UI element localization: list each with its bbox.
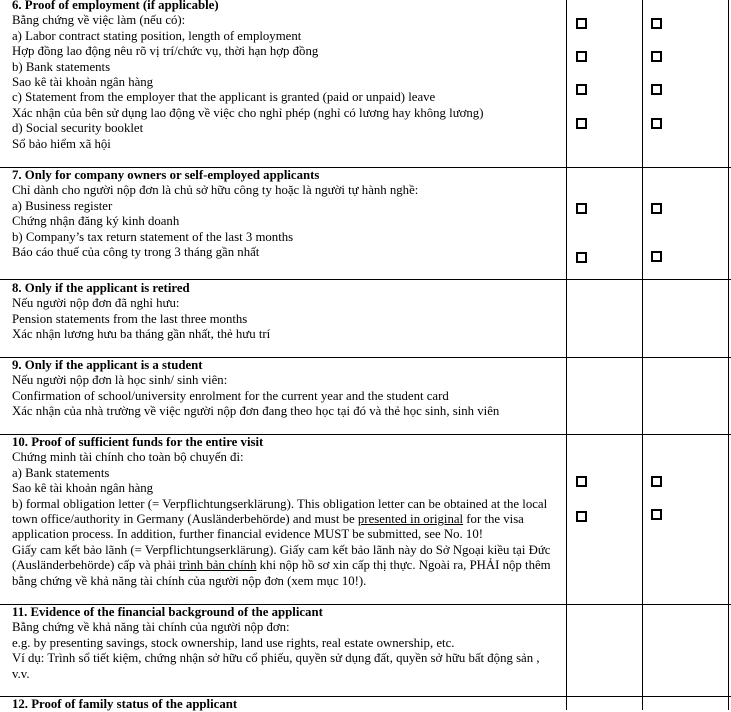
- section-10-sufficient-funds: [12, 435, 560, 589]
- line: Chứng nhận đăng ký kinh doanh: [12, 214, 180, 229]
- line: a) Labor contract stating position, length of employment: [12, 28, 302, 43]
- line: Confirmation of school/university enrolment for the current year and the student card: [12, 388, 449, 403]
- section-title: 12. Proof of family status of the applicant: [12, 697, 238, 711]
- checkbox-10b-col1[interactable]: [576, 511, 587, 522]
- line: c) Statement from the employer that the applicant is granted (paid or unpaid) leave: [12, 90, 436, 105]
- text: Giấy cam kết bảo lãnh (= Verpflichtungserklärung). Giấy cam kết bảo lãnh này do Sở Ngoại kiều tại Đức (Ausländerbehörde) cấp và phải: [12, 542, 551, 573]
- row-divider-7-8: [0, 279, 731, 280]
- section-9-student: [12, 358, 560, 420]
- checkbox-6d-col2[interactable]: [651, 118, 662, 129]
- line: a) Business register: [12, 198, 113, 213]
- line: Pension statements from the last three months: [12, 311, 248, 326]
- line: Nếu người nộp đơn là học sinh/ sinh viên:: [12, 373, 228, 388]
- section-title: 8. Only if the applicant is retired: [12, 281, 190, 295]
- checkbox-7b-col2[interactable]: [651, 251, 662, 262]
- line: d) Social security booklet: [12, 121, 144, 136]
- checkbox-6c-col1[interactable]: [576, 84, 587, 95]
- line: a) Bank statements: [12, 465, 110, 480]
- section-title: 7. Only for company owners or self-employed applicants: [12, 168, 320, 182]
- line: Hợp đồng lao động nêu rõ vị trí/chức vụ, thời hạn hợp đồng: [12, 44, 319, 59]
- checkbox-7a-col2[interactable]: [651, 203, 662, 214]
- checkbox-6c-col2[interactable]: [651, 84, 662, 95]
- checkbox-10a-col2[interactable]: [651, 476, 662, 487]
- checkbox-6d-col1[interactable]: [576, 118, 587, 129]
- line: Bằng chứng về khả năng tài chính của người nộp đơn:: [12, 620, 290, 635]
- line: b) Bank statements: [12, 59, 111, 74]
- line: Nếu người nộp đơn đã nghỉ hưu:: [12, 296, 180, 311]
- section-title: 11. Evidence of the financial background of the applicant: [12, 605, 323, 619]
- text: for the visa application process. In addition, further financial evidence MUST be submitted, see No. 10!: [12, 512, 524, 542]
- line: Sao kê tài khoản ngân hàng: [12, 75, 154, 90]
- obligation-letter-vi: [12, 543, 560, 589]
- underlined-text: presented in original: [357, 512, 464, 527]
- section-title: 10. Proof of sufficient funds for the entire visit: [12, 435, 264, 449]
- section-7-company-owners: [12, 168, 560, 260]
- checkbox-6b-col1[interactable]: [576, 51, 587, 62]
- checkbox-6a-col2[interactable]: [651, 18, 662, 29]
- line: Xác nhận lương hưu ba tháng gần nhất, thẻ hưu trí: [12, 327, 271, 342]
- line: e.g. by presenting savings, stock ownership, land use rights, real estate ownership, etc.: [12, 635, 455, 650]
- line: Sao kê tài khoản ngân hàng: [12, 481, 154, 496]
- underlined-text: trình bản chính: [179, 558, 257, 573]
- line: b) Company’s tax return statement of the last 3 months: [12, 229, 294, 244]
- checkbox-10b-col2[interactable]: [651, 509, 662, 520]
- line: Bằng chứng về việc làm (nếu có):: [12, 13, 186, 28]
- line: Báo cáo thuế của công ty trong 3 tháng gần nhất: [12, 245, 260, 260]
- line: Chỉ dành cho người nộp đơn là chủ sở hữu công ty hoặc là người tự hành nghề:: [12, 183, 419, 198]
- checkbox-7b-col1[interactable]: [576, 252, 587, 263]
- section-title: 6. Proof of employment (if applicable): [12, 0, 219, 12]
- line: Chứng minh tài chính cho toàn bộ chuyến đi:: [12, 450, 244, 465]
- section-8-retired: [12, 281, 560, 343]
- text: khi nộp hồ sơ xin cấp thị thực. Ngoài ra, PHẢI nộp thêm bằng chứng về khả năng tài chính của người nộp đơn (xem mục 10!).: [12, 558, 551, 588]
- line: Xác nhận của bên sử dụng lao động về việc cho nghỉ phép (nghỉ có lương hay không lương): [12, 105, 484, 120]
- text: b) formal obligation letter (= Verpflichtungserklärung). This obligation letter can be obtained at the local town office/authority in Germany (Ausländerbehörde) and must be: [12, 496, 548, 527]
- checkbox-6a-col1[interactable]: [576, 18, 587, 29]
- checkbox-10a-col1[interactable]: [576, 476, 587, 487]
- section-title: 9. Only if the applicant is a student: [12, 358, 203, 372]
- section-6-employment: [12, 0, 560, 152]
- section-11-financial-background: [12, 605, 560, 682]
- line: Sổ bảo hiểm xã hội: [12, 136, 111, 151]
- obligation-letter-en: [12, 497, 560, 543]
- checkbox-7a-col1[interactable]: [576, 203, 587, 214]
- line: Ví dụ: Trình sổ tiết kiệm, chứng nhận sở hữu cổ phiếu, quyền sử dụng đất, quyền sở hữu bất động sản , v.v.: [12, 651, 540, 681]
- checkbox-6b-col2[interactable]: [651, 51, 662, 62]
- line: Xác nhận của nhà trường về việc người nộp đơn đang theo học tại đó và thẻ học sinh, sinh viên: [12, 404, 500, 419]
